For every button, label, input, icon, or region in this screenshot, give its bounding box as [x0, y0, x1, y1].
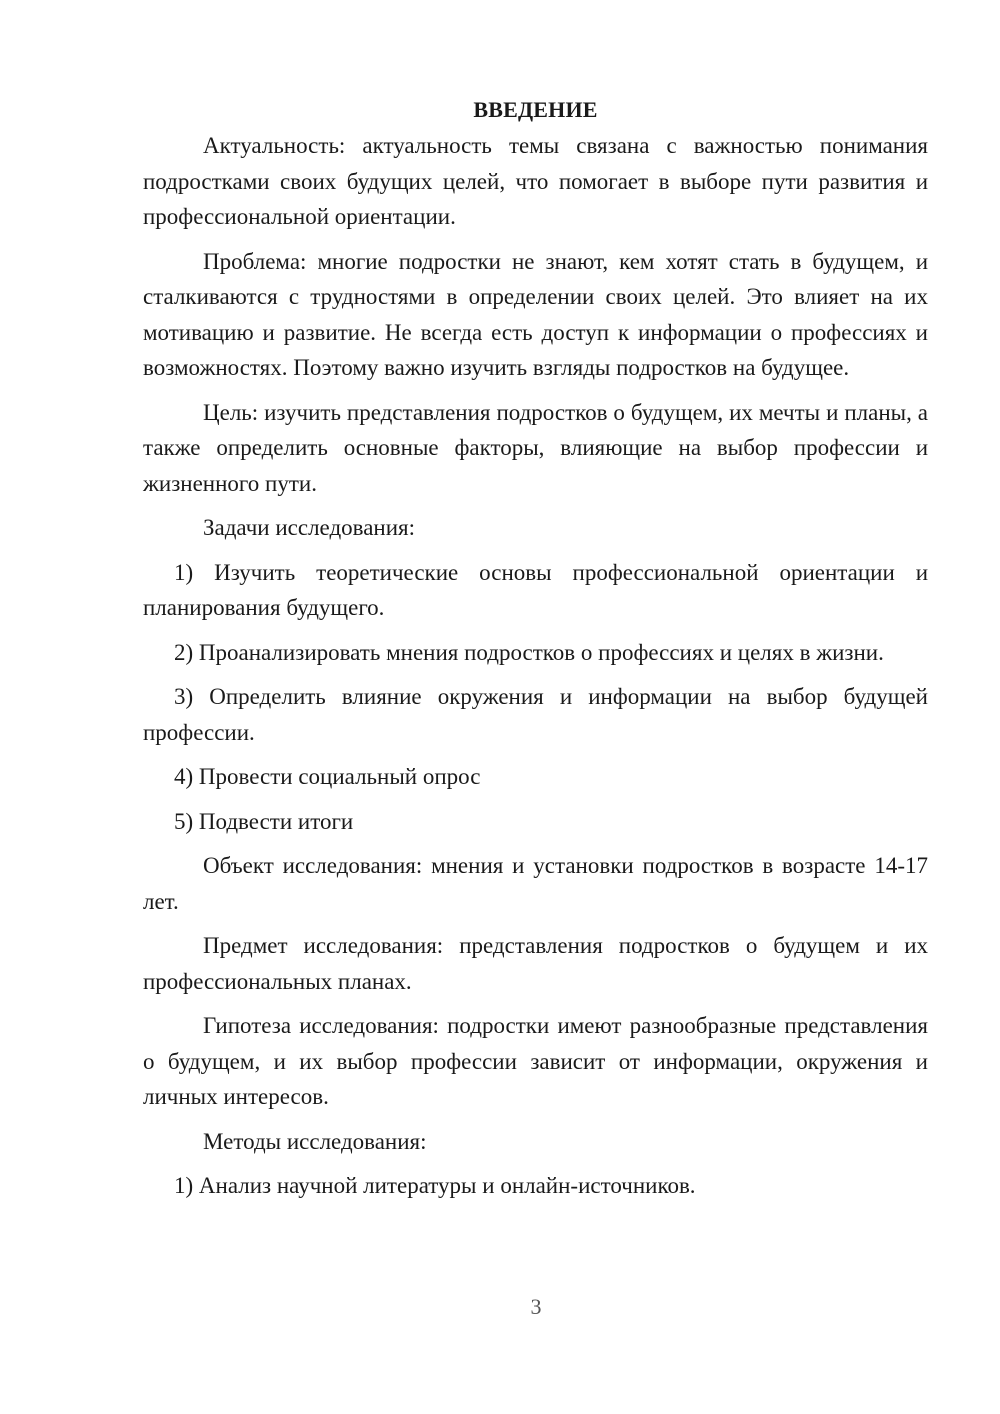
list-item-method-1: 1) Анализ научной литературы и онлайн-источников.: [174, 1173, 696, 1198]
page-content: [143, 92, 928, 1213]
paragraph-methods-heading: Методы исследования:: [203, 1128, 427, 1154]
section-title: ВВЕДЕНИЕ: [473, 97, 598, 122]
paragraph-object: Объект исследования: мнения и установки подростков в возрасте 14-17 лет.: [143, 853, 928, 914]
paragraph-relevance: Актуальность: актуальность темы связана с важностью понимания подростками своих будущих целей, что помогает в выборе пути развития и профессиональной ориентации.: [143, 133, 928, 229]
paragraph-subject: Предмет исследования: представления подростков о будущем и их профессиональных планах.: [143, 933, 928, 994]
page-number: 3: [530, 1294, 542, 1319]
list-item-task-3: 3) Определить влияние окружения и информации на выбор будущей профессии.: [143, 684, 928, 745]
list-item-task-2: 2) Проанализировать мнения подростков о профессиях и целях в жизни.: [174, 639, 884, 665]
list-item-task-1: 1) Изучить теоретические основы профессиональной ориентации и планирования будущего.: [143, 559, 928, 620]
paragraph-tasks-heading: Задачи исследования:: [203, 515, 416, 540]
paragraph-hypothesis: Гипотеза исследования: подростки имеют разнообразные представления о будущем, и их выбор профессии зависит от информации, окружения и личных интересов.: [143, 1013, 928, 1109]
paragraph-goal: Цель: изучить представления подростков о будущем, их мечты и планы, а также определить основные факторы, влияющие на выбор профессии и жизненного пути.: [143, 399, 928, 496]
paragraph-problem: Проблема: многие подростки не знают, кем хотят стать в будущем, и сталкиваются с трудностями в определении своих целей. Это влияет на их мотивацию и развитие. Не всегда есть доступ к информации о профессиях и возможностях. Поэтому важно изучить взгляды подростков на будущее.: [143, 248, 928, 380]
list-item-task-4: 4) Провести социальный опрос: [174, 764, 481, 789]
list-item-task-5: 5) Подвести итоги: [174, 808, 354, 834]
